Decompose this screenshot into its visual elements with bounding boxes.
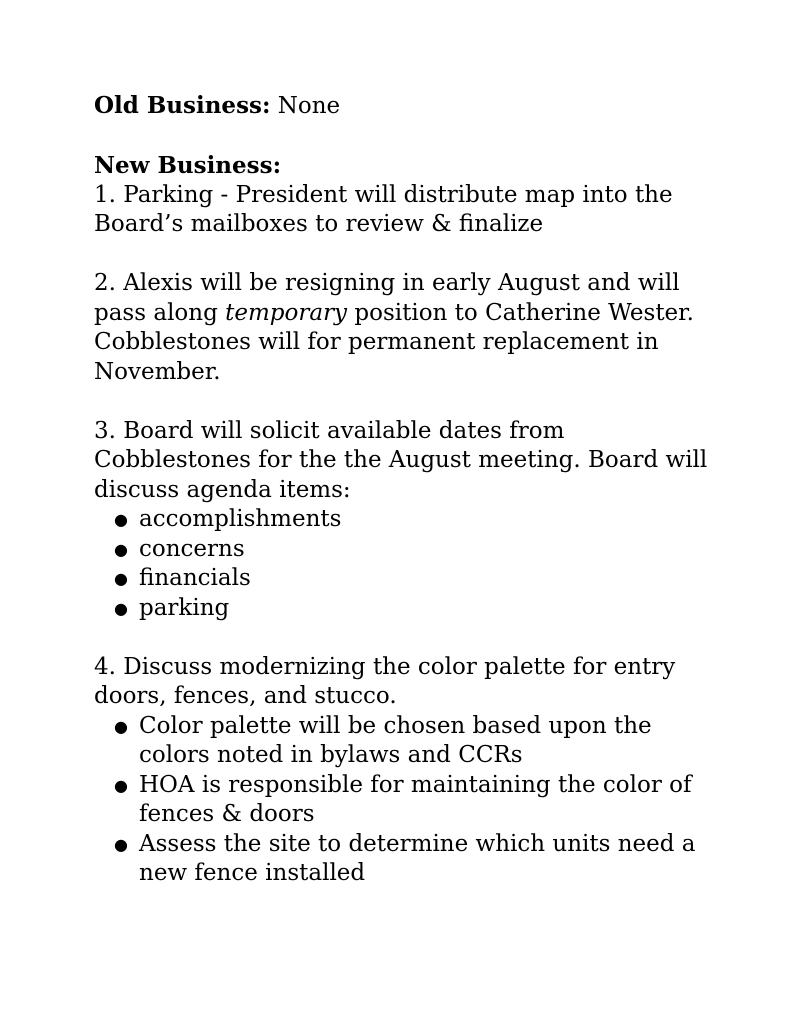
agenda-item-1: [94, 181, 734, 240]
new-business-heading: New Business:: [94, 152, 282, 179]
bullet-icon: ●: [114, 598, 128, 618]
agenda-item-3: [94, 417, 734, 624]
list-item-line: colors noted in bylaws and CCRs: [139, 742, 523, 768]
agenda-item-2-emphasis: temporary: [225, 299, 348, 326]
agenda-item-2-line-4: November.: [94, 358, 221, 385]
agenda-item-2-line-2-post: position to Catherine Wester.: [347, 299, 694, 326]
agenda-item-2: [94, 269, 734, 387]
bullet-icon: ●: [114, 834, 128, 854]
list-item-text: concerns: [139, 535, 245, 562]
list-item: [94, 564, 734, 594]
agenda-items-list: [94, 505, 734, 623]
list-item-text: accomplishments: [139, 506, 342, 532]
agenda-item-4-line-2: doors, fences, and stucco.: [94, 683, 397, 709]
agenda-item-2-line-3: Cobblestones will for permanent replacement in: [94, 329, 659, 355]
agenda-item-2-line-2: [94, 299, 734, 329]
agenda-item-1-line-1: 1. Parking - President will distribute map into the: [94, 181, 673, 208]
list-item: [94, 712, 734, 771]
list-item: [94, 830, 734, 889]
agenda-item-4-line-1: 4. Discuss modernizing the color palette for entry: [94, 653, 676, 680]
list-item: [94, 771, 734, 830]
list-item-line: Color palette will be chosen based upon the: [139, 712, 652, 739]
list-item-text: financials: [139, 565, 251, 591]
list-item: [94, 505, 734, 535]
list-item-line: fences & doors: [139, 801, 315, 827]
agenda-item-2-line-2-pre: pass along: [94, 299, 226, 326]
list-item-text: parking: [139, 594, 230, 621]
agenda-item-2-line-1: 2. Alexis will be resigning in early August and will: [94, 270, 680, 296]
old-business-label: Old Business:: [94, 92, 271, 119]
list-item: [94, 594, 734, 624]
color-palette-list: [94, 712, 734, 889]
agenda-item-3-line-1: 3. Board will solicit available dates from: [94, 417, 565, 444]
list-item-line: new fence installed: [139, 860, 366, 886]
bullet-icon: ●: [114, 569, 128, 588]
old-business: [94, 91, 734, 122]
bullet-icon: ●: [114, 775, 128, 795]
list-item: [94, 535, 734, 565]
bullet-icon: ●: [114, 539, 128, 559]
bullet-icon: ●: [114, 716, 128, 736]
agenda-item-3-line-3: discuss agenda items:: [94, 476, 351, 503]
list-item-line: HOA is responsible for maintaining the color of: [139, 771, 692, 798]
agenda-item-3-line-2: Cobblestones for the the August meeting. Board will: [94, 447, 708, 473]
agenda-item-4: [94, 653, 734, 889]
old-business-value: None: [277, 93, 341, 119]
minutes-page: [94, 91, 734, 889]
agenda-item-1-line-2: Board’s mailboxes to review & finalize: [94, 211, 544, 237]
list-item-line: Assess the site to determine which units need a: [139, 830, 696, 857]
bullet-icon: ●: [114, 510, 128, 529]
